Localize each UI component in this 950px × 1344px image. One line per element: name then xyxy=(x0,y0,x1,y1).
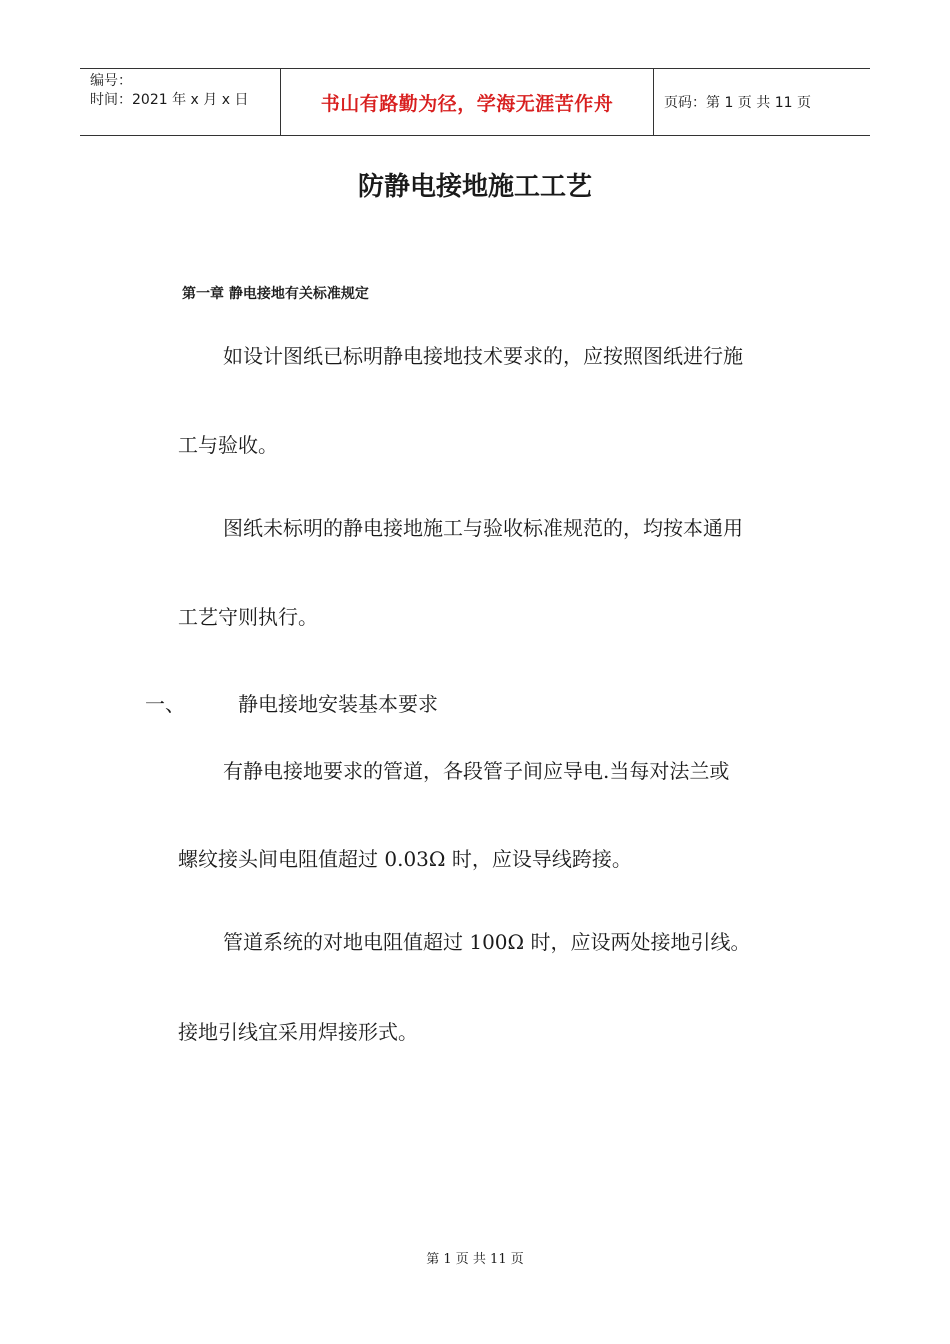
paragraph-4-line-2: 接地引线宜采用焊接形式。 xyxy=(178,1020,418,1044)
paragraph-1-line-1: 如设计图纸已标明静电接地技术要求的，应按照图纸进行施 xyxy=(223,344,743,368)
paragraph-2-line-1: 图纸未标明的静电接地施工与验收标准规范的，均按本通用 xyxy=(223,516,743,540)
header-page-cell xyxy=(654,69,870,135)
paragraph-3-line-2: 螺纹接头间电阻值超过 0.03Ω 时，应设导线跨接。 xyxy=(178,847,632,871)
header-meta-cell xyxy=(80,69,281,135)
paragraph-1-line-2: 工与验收。 xyxy=(178,433,278,457)
section-number: 一、 xyxy=(145,692,185,716)
paragraph-4-line-1: 管道系统的对地电阻值超过 100Ω 时，应设两处接地引线。 xyxy=(223,930,751,954)
section-title: 静电接地安装基本要求 xyxy=(238,692,438,716)
paragraph-3-line-1: 有静电接地要求的管道，各段管子间应导电.当每对法兰或 xyxy=(223,759,730,783)
document-number-label: 编号： xyxy=(90,73,132,89)
page-footer: 第 1 页 共 11 页 xyxy=(426,1252,524,1267)
header-page-info: 页码：第 1 页 共 11 页 xyxy=(664,95,811,111)
document-title: 防静电接地施工工艺 xyxy=(357,172,592,202)
document-date-label: 时间：2021 年 x 月 x 日 xyxy=(90,92,249,108)
chapter-heading: 第一章 静电接地有关标准规定 xyxy=(182,286,369,302)
header-motto: 书山有路勤为径，学海无涯苦作舟 xyxy=(320,92,614,115)
paragraph-2-line-2: 工艺守则执行。 xyxy=(178,605,318,629)
header-motto-cell xyxy=(281,69,654,135)
header-table xyxy=(80,68,870,136)
